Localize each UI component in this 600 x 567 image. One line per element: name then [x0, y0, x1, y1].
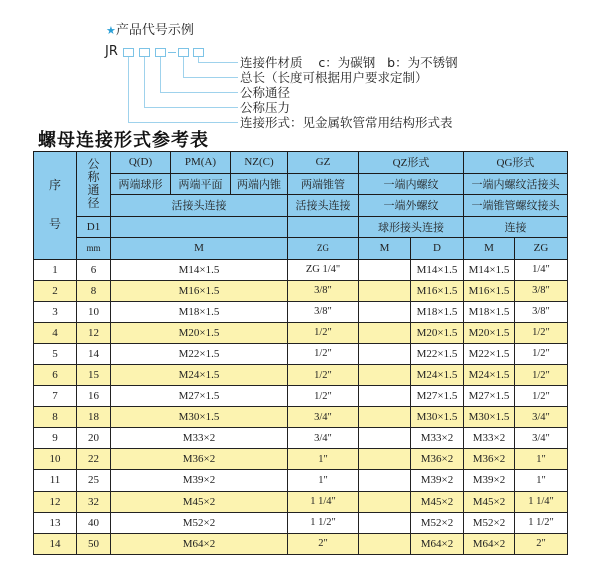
cell-qg-m: M64×2	[464, 533, 515, 554]
header-pma: PM(A)	[171, 152, 231, 174]
label-nominal-diameter: 公称通径	[240, 85, 291, 100]
cell-qg-m: M18×1.5	[464, 301, 515, 322]
cell-qg-m: M30×1.5	[464, 407, 515, 428]
cell-m: M18×1.5	[111, 301, 288, 322]
code-box-nominal-diameter	[155, 48, 166, 57]
cell-gz-zg: 1 1/4"	[288, 491, 359, 512]
leader-line	[198, 62, 238, 63]
cell-qz-m	[359, 449, 411, 470]
header-connection: 一端外螺纹	[359, 195, 464, 217]
cell-qg-m: M33×2	[464, 428, 515, 449]
leader-line	[183, 57, 184, 77]
header-desc: 两端球形	[111, 173, 171, 195]
cell-qg-zg: 1"	[515, 449, 568, 470]
cell-d1: 50	[77, 533, 111, 554]
code-box-length	[178, 48, 189, 57]
cell-d1: 16	[77, 386, 111, 407]
cell-no: 12	[34, 491, 77, 512]
table-row	[34, 407, 568, 428]
cell-d1: 40	[77, 512, 111, 533]
table-row	[34, 364, 568, 385]
cell-m: M24×1.5	[111, 364, 288, 385]
cell-gz-zg: 3/8"	[288, 280, 359, 301]
header-seq: 序 号	[34, 152, 77, 260]
cell-qg-zg: 1"	[515, 470, 568, 491]
cell-qz-d: M27×1.5	[411, 386, 464, 407]
cell-d1: 6	[77, 259, 111, 280]
cell-qg-zg: 1 1/4"	[515, 491, 568, 512]
table-row	[34, 280, 568, 301]
cell-qg-zg: 1/4"	[515, 259, 568, 280]
leader-line	[183, 77, 238, 78]
cell-m: M16×1.5	[111, 280, 288, 301]
cell-qg-m: M16×1.5	[464, 280, 515, 301]
cell-qg-zg: 3/4"	[515, 407, 568, 428]
cell-m: M39×2	[111, 470, 288, 491]
cell-no: 8	[34, 407, 77, 428]
cell-qz-m	[359, 364, 411, 385]
product-code-example-title	[106, 19, 194, 38]
header-connection: 一端锥管螺纹接头	[464, 195, 568, 217]
cell-qg-zg: 1/2"	[515, 386, 568, 407]
cell-qz-d: M24×1.5	[411, 364, 464, 385]
table-row	[34, 470, 568, 491]
header-qd: Q(D)	[111, 152, 171, 174]
header-desc: 一端内螺纹	[359, 173, 464, 195]
table-row	[34, 512, 568, 533]
cell-qz-m	[359, 428, 411, 449]
cell-qz-d: M14×1.5	[411, 259, 464, 280]
cell-m: M20×1.5	[111, 322, 288, 343]
cell-no: 3	[34, 301, 77, 322]
header-qz-m: M	[359, 238, 411, 260]
header-desc: 两端平面	[171, 173, 231, 195]
label-length: 总长（长度可根据用户要求定制）	[240, 70, 428, 85]
cell-qg-zg: 1/2"	[515, 343, 568, 364]
cell-d1: 15	[77, 364, 111, 385]
cell-gz-zg: 3/4"	[288, 428, 359, 449]
cell-gz-zg: 1/2"	[288, 386, 359, 407]
cell-qg-m: M14×1.5	[464, 259, 515, 280]
table-row	[34, 386, 568, 407]
header-zg: ZG	[288, 238, 359, 260]
cell-gz-zg: 3/4"	[288, 407, 359, 428]
cell-qz-d: M16×1.5	[411, 280, 464, 301]
cell-d1: 20	[77, 428, 111, 449]
cell-qz-m	[359, 512, 411, 533]
cell-m: M14×1.5	[111, 259, 288, 280]
code-prefix: JR	[105, 44, 118, 59]
cell-qz-m	[359, 386, 411, 407]
table-row	[34, 322, 568, 343]
cell-gz-zg: ZG 1/4"	[288, 259, 359, 280]
header-qg: QG形式	[464, 152, 568, 174]
cell-d1: 18	[77, 407, 111, 428]
cell-qz-m	[359, 533, 411, 554]
cell-qz-m	[359, 280, 411, 301]
cell-m: M64×2	[111, 533, 288, 554]
cell-qz-d: M30×1.5	[411, 407, 464, 428]
cell-qg-m: M45×2	[464, 491, 515, 512]
cell-qz-m	[359, 301, 411, 322]
cell-gz-zg: 1"	[288, 449, 359, 470]
header-nominal-diameter: 公 称 通 径	[77, 152, 111, 217]
cell-no: 2	[34, 280, 77, 301]
cell-qz-d: M39×2	[411, 470, 464, 491]
cell-qg-zg: 3/8"	[515, 280, 568, 301]
cell-qg-zg: 2"	[515, 533, 568, 554]
table-row	[34, 449, 568, 470]
header-connection: 活接头连接	[288, 195, 359, 217]
cell-no: 10	[34, 449, 77, 470]
cell-qg-m: M39×2	[464, 470, 515, 491]
cell-m: M27×1.5	[111, 386, 288, 407]
cell-qz-d: M45×2	[411, 491, 464, 512]
cell-qz-d: M22×1.5	[411, 343, 464, 364]
cell-qg-zg: 3/8"	[515, 301, 568, 322]
code-box-nominal-pressure	[139, 48, 150, 57]
cell-qz-d: M20×1.5	[411, 322, 464, 343]
code-box-connection-form	[123, 48, 134, 57]
cell-no: 13	[34, 512, 77, 533]
code-dash	[168, 52, 176, 53]
cell-gz-zg: 1/2"	[288, 343, 359, 364]
table-row	[34, 428, 568, 449]
code-box-material	[193, 48, 204, 57]
cell-no: 9	[34, 428, 77, 449]
label-connection-form: 连接形式：见金属软管常用结构形式表	[240, 115, 453, 130]
nut-connection-table	[33, 151, 568, 555]
table-row	[34, 301, 568, 322]
cell-d1: 12	[77, 322, 111, 343]
star-icon: ★	[106, 24, 116, 37]
cell-no: 14	[34, 533, 77, 554]
header-unit: mm	[77, 238, 111, 260]
header-desc: 两端锥管	[288, 173, 359, 195]
cell-no: 1	[34, 259, 77, 280]
cell-d1: 22	[77, 449, 111, 470]
header-gz: GZ	[288, 152, 359, 174]
cell-d1: 14	[77, 343, 111, 364]
cell-qg-m: M20×1.5	[464, 322, 515, 343]
header-nzc: NZ(C)	[231, 152, 288, 174]
cell-d1: 8	[77, 280, 111, 301]
leader-line	[128, 57, 129, 122]
cell-qg-m: M52×2	[464, 512, 515, 533]
cell-m: M52×2	[111, 512, 288, 533]
cell-gz-zg: 2"	[288, 533, 359, 554]
cell-qz-d: M36×2	[411, 449, 464, 470]
cell-m: M33×2	[111, 428, 288, 449]
leader-line	[160, 92, 238, 93]
header-connection: 连接	[464, 216, 568, 238]
cell-d1: 32	[77, 491, 111, 512]
cell-qg-zg: 1/2"	[515, 364, 568, 385]
header-connection: 活接头连接	[111, 195, 288, 217]
cell-no: 6	[34, 364, 77, 385]
leader-line	[144, 57, 145, 107]
header-desc: 两端内锥	[231, 173, 288, 195]
header-empty	[111, 216, 288, 238]
header-qz-d: D	[411, 238, 464, 260]
label-nominal-pressure: 公称压力	[240, 100, 291, 115]
header-desc: 一端内螺纹活接头	[464, 173, 568, 195]
cell-qz-d: M18×1.5	[411, 301, 464, 322]
cell-m: M22×1.5	[111, 343, 288, 364]
header-connection: 球形接头连接	[359, 216, 464, 238]
table-title: 螺母连接形式参考表	[38, 130, 209, 151]
cell-qz-d: M52×2	[411, 512, 464, 533]
cell-qz-d: M33×2	[411, 428, 464, 449]
cell-qg-m: M27×1.5	[464, 386, 515, 407]
leader-line	[160, 57, 161, 92]
cell-gz-zg: 3/8"	[288, 301, 359, 322]
cell-qg-m: M22×1.5	[464, 343, 515, 364]
cell-qg-zg: 1 1/2"	[515, 512, 568, 533]
cell-d1: 25	[77, 470, 111, 491]
cell-qg-m: M36×2	[464, 449, 515, 470]
cell-qg-zg: 3/4"	[515, 428, 568, 449]
table-row	[34, 343, 568, 364]
cell-no: 7	[34, 386, 77, 407]
cell-qg-m: M24×1.5	[464, 364, 515, 385]
cell-qz-m	[359, 259, 411, 280]
leader-line	[144, 107, 238, 108]
cell-qg-zg: 1/2"	[515, 322, 568, 343]
header-qg-m: M	[464, 238, 515, 260]
cell-d1: 10	[77, 301, 111, 322]
table-row	[34, 259, 568, 280]
header-d1: D1	[77, 216, 111, 238]
header-m: M	[111, 238, 288, 260]
header-empty	[288, 216, 359, 238]
table-row	[34, 491, 568, 512]
cell-gz-zg: 1/2"	[288, 364, 359, 385]
cell-qz-m	[359, 343, 411, 364]
cell-no: 5	[34, 343, 77, 364]
cell-qz-m	[359, 322, 411, 343]
cell-qz-m	[359, 470, 411, 491]
cell-gz-zg: 1 1/2"	[288, 512, 359, 533]
cell-no: 11	[34, 470, 77, 491]
header-qz: QZ形式	[359, 152, 464, 174]
cell-gz-zg: 1/2"	[288, 322, 359, 343]
header-qg-zg: ZG	[515, 238, 568, 260]
cell-gz-zg: 1"	[288, 470, 359, 491]
cell-m: M30×1.5	[111, 407, 288, 428]
cell-m: M36×2	[111, 449, 288, 470]
cell-qz-m	[359, 407, 411, 428]
label-material: 连接件材质 c：为碳钢 b：为不锈钢	[240, 55, 458, 70]
cell-no: 4	[34, 322, 77, 343]
cell-qz-d: M64×2	[411, 533, 464, 554]
cell-m: M45×2	[111, 491, 288, 512]
table-row	[34, 533, 568, 554]
cell-qz-m	[359, 491, 411, 512]
leader-line	[128, 122, 238, 123]
legend-title-text: 产品代号示例	[115, 23, 194, 38]
